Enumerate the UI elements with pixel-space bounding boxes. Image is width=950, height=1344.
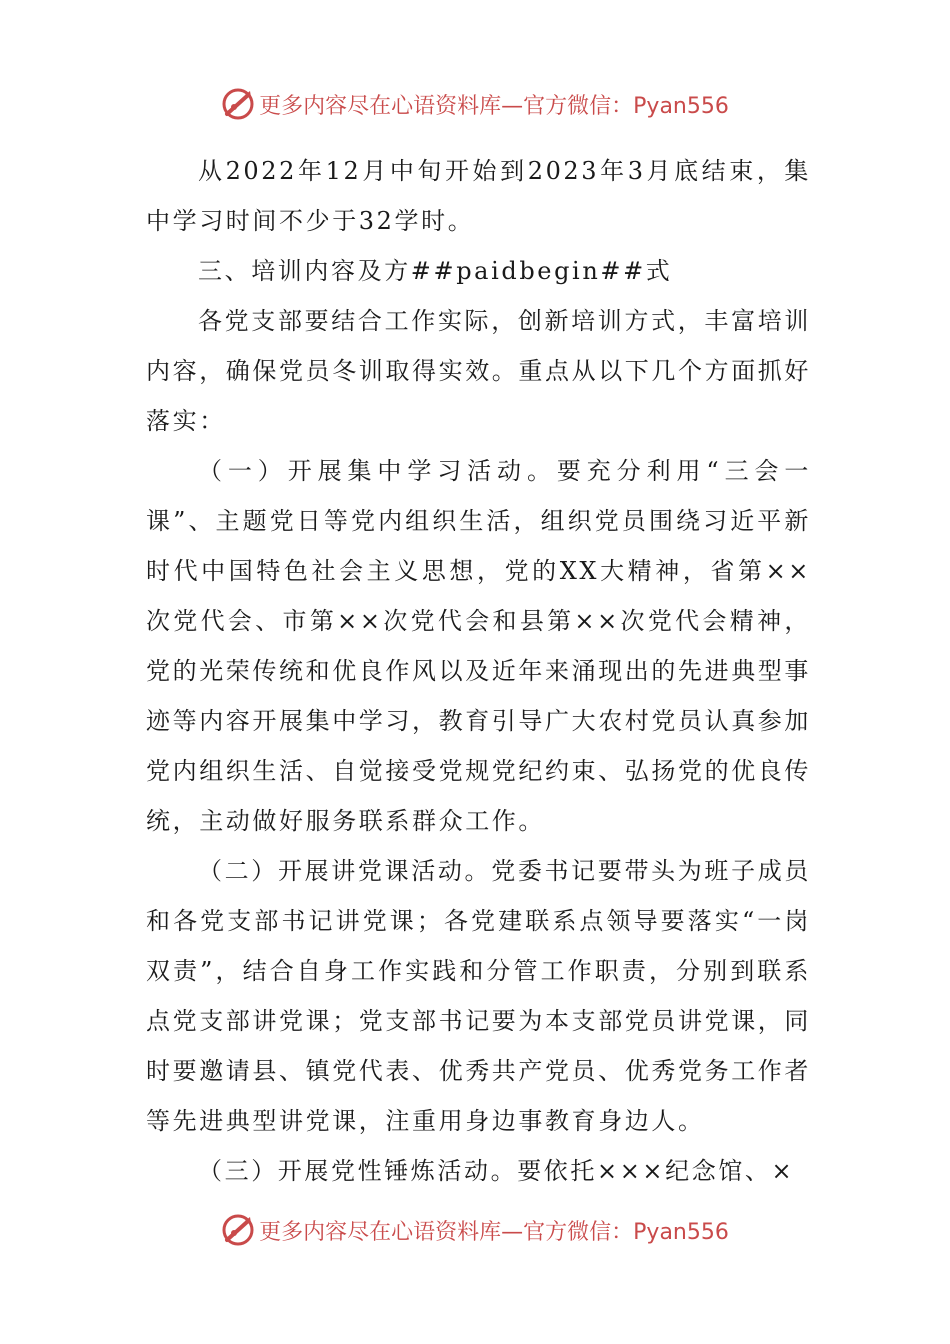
section-heading-training: 三、培训内容及方##paidbegin##式 <box>198 257 673 285</box>
paragraph-intro: 各党支部要结合工作实际，创新培训方式，丰富培训内容，确保党员冬训取得实效。重点从以下几个方面抓好落实： <box>146 307 811 435</box>
document-body <box>146 146 811 1196</box>
pen-ring-logo-icon <box>221 87 255 121</box>
paragraph-item-2: （二）开展讲党课活动。党委书记要带头为班子成员和各党支部书记讲党课；各党建联系点领导要落实“一岗双责”，结合自身工作实践和分管工作职责，分别到联系点党支部讲党课；党支部书记要为本支部党员讲党课，同时要邀请县、镇党代表、优秀共产党员、优秀党务工作者等先进典型讲党课，注重用身边事教育身边人。 <box>146 857 811 1135</box>
pen-ring-logo-icon <box>221 1213 255 1247</box>
header-banner <box>0 82 950 126</box>
header-banner-text: 更多内容尽在心语资料库—官方微信：Pyan556 <box>259 93 729 119</box>
footer-banner-account: Pyan556 <box>633 1219 729 1245</box>
footer-banner-text: 更多内容尽在心语资料库—官方微信：Pyan556 <box>259 1219 729 1245</box>
paragraph-schedule: 从2022年12月中旬开始到2023年3月底结束，集中学习时间不少于32学时。 <box>146 157 811 235</box>
footer-banner <box>0 1208 950 1252</box>
paragraph-item-1: （一）开展集中学习活动。要充分利用“三会一课”、主题党日等党内组织生活，组织党员围绕习近平新时代中国特色社会主义思想，党的XX大精神，省第××次党代会、市第××次党代会和县第××次党代会精神，党的光荣传统和优良作风以及近年来涌现出的先进典型事迹等内容开展集中学习，教育引导广大农村党员认真参加党内组织生活、自觉接受党规党纪约束、弘扬党的优良传统，主动做好服务联系群众工作。 <box>146 457 811 835</box>
paragraph-item-3: （三）开展党性锤炼活动。要依托×××纪念馆、× <box>198 1157 795 1185</box>
header-banner-account: Pyan556 <box>633 93 729 119</box>
